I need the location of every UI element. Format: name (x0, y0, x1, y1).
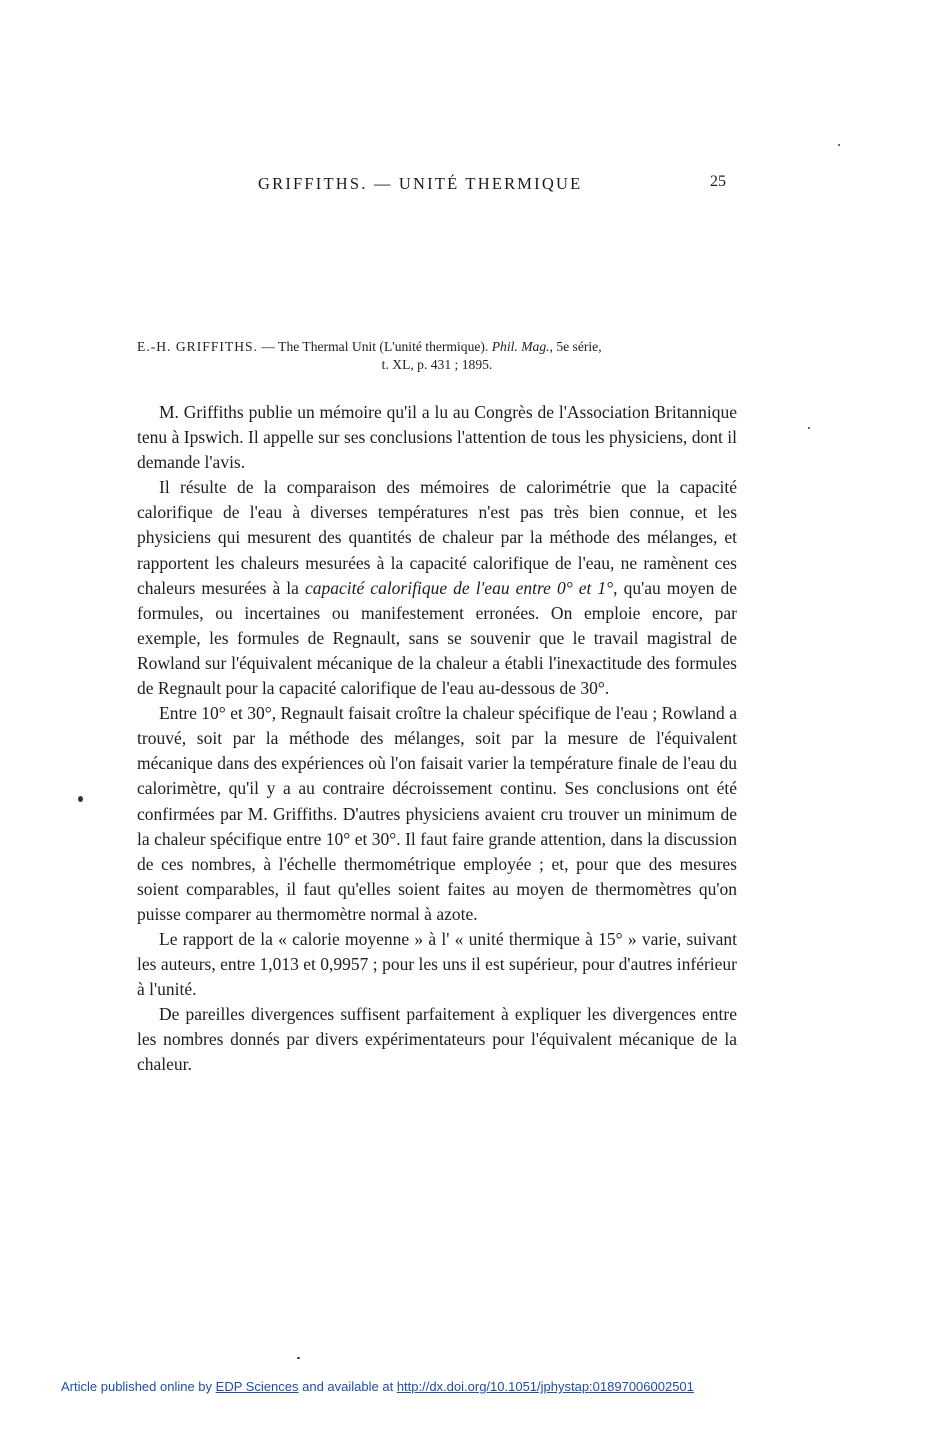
footer-attribution (61, 1379, 881, 1394)
citation-line-1 (137, 338, 737, 356)
doi-link[interactable]: http://dx.doi.org/10.1051/jphystap:01897006002501 (396, 1379, 694, 1394)
paragraph-3: Entre 10° et 30°, Regnault faisait croître la chaleur spécifique de l'eau ; Rowland a trouvé, soit par la méthode des mélanges, soit par la mesure de l'équivalent mécanique dans des expériences où l'on faisait varier la température finale de l'eau du calorimètre, qu'il y a au contraire décroissement continu. Ses conclusions ont été confirmées par M. Griffiths. D'autres physiciens avaient cru trouver un minimum de la chaleur spécifique entre 10° et 30°. Il faut faire grande attention, dans la discussion de ces nombres, à l'échelle thermométrique employée ; et, pour que des mesures soient comparables, il faut qu'elles soient faites au moyen de thermomètres qu'on puisse comparer au thermomètre normal à azote. (137, 703, 737, 924)
paragraph-1: M. Griffiths publie un mémoire qu'il a lu au Congrès de l'Association Britannique tenu à Ipswich. Il appelle sur ses conclusions l'attention de tous les physiciens, dont il demande l'avis. (137, 402, 737, 473)
citation-dash: — (257, 339, 279, 354)
page-number: 25 (710, 173, 726, 190)
margin-speck (808, 427, 810, 429)
margin-speck (78, 796, 83, 802)
footer-prefix: Article published online by (61, 1379, 216, 1394)
footer-middle: and available at (298, 1379, 397, 1394)
paragraph-2-emphasis: capacité calorifique de l'eau entre 0° et 1° (304, 577, 614, 598)
margin-speck (297, 1357, 300, 1359)
citation-title: The Thermal Unit (L'unité thermique). (278, 339, 489, 354)
citation-series: , 5e série, (549, 339, 602, 354)
paragraph-2 (137, 475, 737, 701)
running-head: GRIFFITHS. — UNITÉ THERMIQUE (258, 174, 583, 193)
citation-journal: Phil. Mag. (491, 339, 550, 354)
publisher-link[interactable]: EDP Sciences (215, 1379, 299, 1394)
paragraph-2-text-b: , qu'au moyen de formules, ou incertaines ou manifestement erronées. On emploie encore, par exemple, les formules de Regnault, sans se souvenir que le travail magistral de Rowland sur l'équivalent mécanique de la chaleur a établi l'inexactitude des formules de Regnault pour la capacité calorifique de l'eau au-dessous de 30°. (137, 577, 737, 699)
citation-author: E.-H. GRIFFITHS. (137, 339, 258, 354)
paragraph-2-text-a: Il résulte de la comparaison des mémoires de calorimétrie que la capacité calorifique de l'eau à diverses températures n'est pas très bien connue, et les physiciens qui mesurent des quantités de chaleur par la méthode des mélanges, et rapportent les chaleurs mesurées à la capacité calorifique de l'eau, ne ramènent ces chaleurs mesurées à la (137, 477, 737, 598)
citation (137, 338, 737, 374)
paragraph-5: De pareilles divergences suffisent parfaitement à expliquer les divergences entre les nombres donnés par divers expérimentateurs pour l'équivalent mécanique de la chaleur. (137, 1004, 737, 1075)
margin-speck (838, 144, 840, 146)
citation-volume: t. XL, p. 431 ; 1895. (381, 357, 493, 372)
article-body (137, 400, 737, 1078)
paragraph-4: Le rapport de la « calorie moyenne » à l' « unité thermique à 15° » varie, suivant les auteurs, entre 1,013 et 0,9957 ; pour les uns il est supérieur, pour d'autres inférieur à l'unité. (137, 928, 737, 1000)
